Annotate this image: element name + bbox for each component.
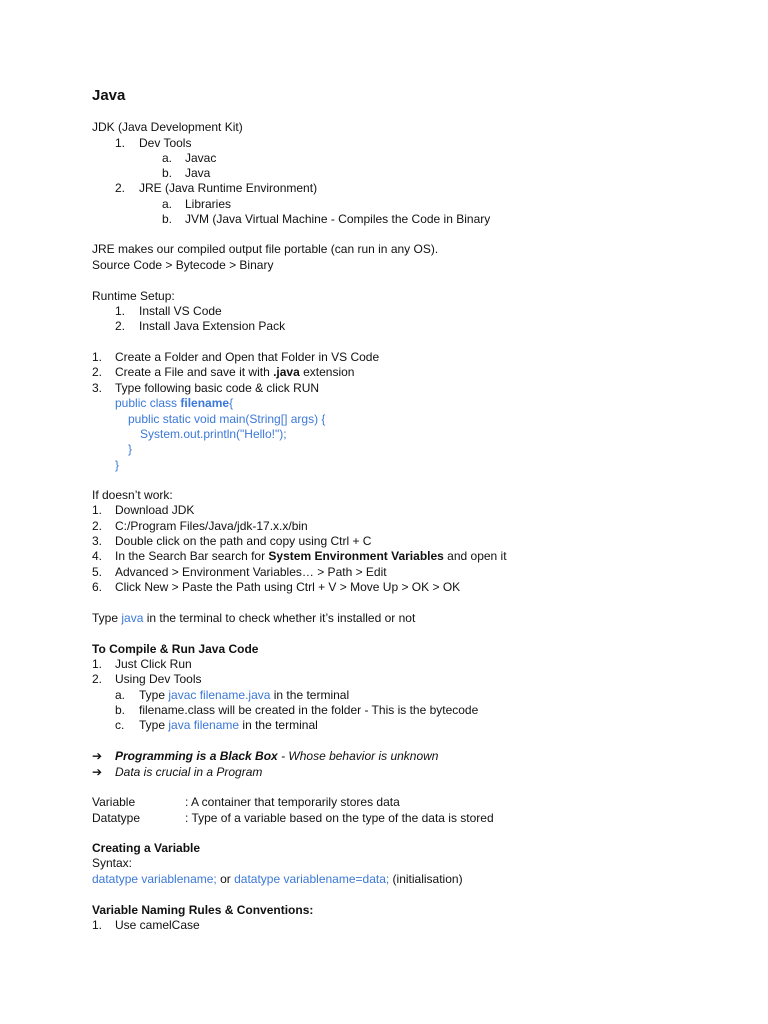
- list-item: filename.class will be created in the folder - This is the bytecode: [139, 703, 479, 717]
- list-number: 2.: [115, 181, 126, 195]
- bullet-item: Data is crucial in a Program: [115, 765, 263, 779]
- bold-text: System Environment Variables: [268, 549, 444, 563]
- text: and open it: [443, 549, 507, 563]
- list-item: Dev Tools: [139, 136, 192, 150]
- bold-text: .java: [273, 365, 300, 379]
- definition-text: : A container that temporarily stores data: [185, 795, 400, 809]
- list-letter: b.: [162, 212, 173, 226]
- list-item: Create a Folder and Open that Folder in VS Code: [115, 350, 380, 364]
- code-line: }: [128, 442, 133, 456]
- code-text: java: [121, 611, 144, 625]
- list-number: 2.: [115, 319, 126, 333]
- list-number: 2.: [92, 519, 103, 533]
- code-text: public class: [115, 396, 181, 410]
- text: or: [216, 872, 235, 886]
- list-item: Use camelCase: [115, 918, 200, 932]
- list-item: Advanced > Environment Variables… > Path > Edit: [115, 565, 387, 579]
- list-number: 3.: [92, 381, 103, 395]
- list-item: [115, 365, 354, 380]
- syntax-line: [92, 872, 463, 887]
- list-item: Using Dev Tools: [115, 672, 202, 686]
- list-item: Type following basic code & click RUN: [115, 381, 320, 395]
- list-number: 1.: [92, 503, 103, 517]
- list-item: Double click on the path and copy using Ctrl + C: [115, 534, 372, 548]
- code-text: {: [229, 396, 234, 410]
- text: Type: [139, 718, 169, 732]
- list-number: 3.: [92, 534, 103, 548]
- list-item: Libraries: [185, 197, 232, 211]
- list-letter: a.: [162, 151, 173, 165]
- list-item: [139, 688, 349, 703]
- code-line: }: [115, 458, 120, 472]
- list-item: Java: [185, 166, 211, 180]
- compile-heading: To Compile & Run Java Code: [92, 642, 259, 656]
- paragraph: Source Code > Bytecode > Binary: [92, 258, 274, 272]
- code-line: public static void main(String[] args) {: [128, 412, 326, 426]
- code-text: javac filename.java: [168, 688, 271, 702]
- list-item: Download JDK: [115, 503, 195, 517]
- jdk-heading: JDK (Java Development Kit): [92, 120, 243, 134]
- text: Type: [92, 611, 122, 625]
- text: - Whose behavior is unknown: [277, 749, 439, 763]
- list-item: Javac: [185, 151, 217, 165]
- definition-term: Variable: [92, 795, 136, 809]
- list-letter: c.: [115, 718, 125, 732]
- code-bold: filename: [180, 396, 230, 410]
- doc-title: Java: [92, 87, 126, 104]
- list-item: Install VS Code: [139, 304, 222, 318]
- creating-heading: Creating a Variable: [92, 841, 201, 855]
- list-number: 2.: [92, 365, 103, 379]
- text: In the Search Bar search for: [115, 549, 269, 563]
- list-number: 1.: [92, 657, 103, 671]
- runtime-heading: Runtime Setup:: [92, 289, 175, 303]
- text: in the terminal: [239, 718, 318, 732]
- list-item: JRE (Java Runtime Environment): [139, 181, 318, 195]
- code-text: datatype variablename;: [92, 872, 217, 886]
- bold-text: Programming is a Black Box: [115, 749, 278, 763]
- list-item: Just Click Run: [115, 657, 192, 671]
- code-text: java filename: [168, 718, 240, 732]
- list-item: JVM (Java Virtual Machine - Compiles the Code in Binary: [185, 212, 491, 226]
- text: Create a File and save it with: [115, 365, 274, 379]
- list-item: C:/Program Files/Java/jdk-17.x.x/bin: [115, 519, 308, 533]
- paragraph: JRE makes our compiled output file portable (can run in any OS).: [92, 242, 439, 256]
- list-number: 4.: [92, 549, 103, 563]
- naming-heading: Variable Naming Rules & Conventions:: [92, 903, 314, 917]
- list-number: 6.: [92, 580, 103, 594]
- text: in the terminal: [270, 688, 350, 702]
- list-letter: a.: [162, 197, 173, 211]
- list-item: [115, 549, 507, 564]
- list-number: 1.: [92, 918, 103, 932]
- arrow-right-icon: ➔: [92, 765, 103, 779]
- code-line: System.out.println("Hello!");: [140, 427, 287, 441]
- list-number: 2.: [92, 672, 103, 686]
- text: in the terminal to check whether it’s installed or not: [143, 611, 416, 625]
- text: extension: [299, 365, 355, 379]
- list-number: 5.: [92, 565, 103, 579]
- list-number: 1.: [115, 136, 126, 150]
- list-item: Click New > Paste the Path using Ctrl + V > Move Up > OK > OK: [115, 580, 461, 594]
- arrow-right-icon: ➔: [92, 749, 103, 763]
- list-letter: a.: [115, 688, 126, 702]
- text: (initialisation): [389, 872, 463, 886]
- list-number: 1.: [115, 304, 126, 318]
- syntax-label: Syntax:: [92, 856, 133, 870]
- list-number: 1.: [92, 350, 103, 364]
- definition-text: : Type of a variable based on the type of the data is stored: [185, 811, 494, 825]
- text: Type: [139, 688, 169, 702]
- list-item: Install Java Extension Pack: [139, 319, 286, 333]
- code-text: datatype variablename=data;: [234, 872, 390, 886]
- bullet-item: [115, 749, 438, 764]
- list-letter: b.: [162, 166, 173, 180]
- list-item: [139, 718, 318, 733]
- code-line: [115, 396, 233, 411]
- paragraph: [92, 611, 415, 626]
- list-letter: b.: [115, 703, 126, 717]
- troubleshoot-heading: If doesn’t work:: [92, 488, 173, 502]
- definition-term: Datatype: [92, 811, 141, 825]
